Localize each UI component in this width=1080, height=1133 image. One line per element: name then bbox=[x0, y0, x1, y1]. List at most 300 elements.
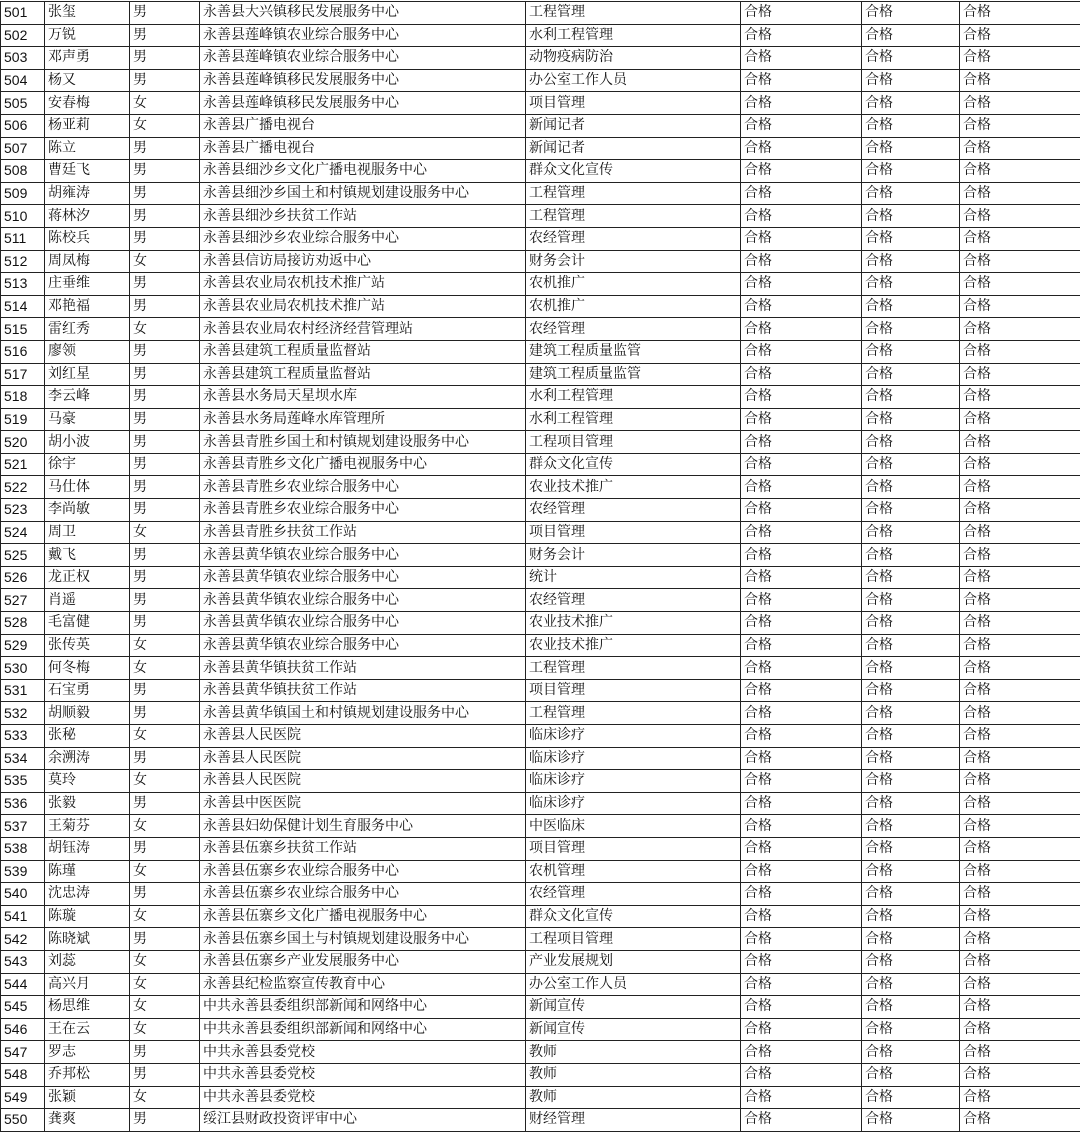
name-cell: 庄垂维 bbox=[45, 273, 130, 296]
result-cell-2: 合格 bbox=[862, 544, 960, 567]
position-cell: 工程管理 bbox=[526, 2, 741, 25]
result-cell-2: 合格 bbox=[862, 657, 960, 680]
position-cell: 新闻宣传 bbox=[526, 1018, 741, 1041]
position-cell: 临床诊疗 bbox=[526, 725, 741, 748]
result-cell-3: 合格 bbox=[960, 973, 1080, 996]
position-cell: 工程管理 bbox=[526, 182, 741, 205]
unit-cell: 永善县莲峰镇移民发展服务中心 bbox=[200, 69, 526, 92]
serial-number-cell: 544 bbox=[1, 973, 45, 996]
name-cell: 龚爽 bbox=[45, 1109, 130, 1132]
gender-cell: 男 bbox=[130, 182, 200, 205]
position-cell: 项目管理 bbox=[526, 837, 741, 860]
results-table bbox=[0, 1, 1080, 1132]
unit-cell: 永善县莲峰镇农业综合服务中心 bbox=[200, 47, 526, 70]
result-cell-3: 合格 bbox=[960, 250, 1080, 273]
result-cell-3: 合格 bbox=[960, 1063, 1080, 1086]
name-cell: 李尚敏 bbox=[45, 499, 130, 522]
table-row bbox=[1, 747, 1080, 770]
serial-number-cell: 513 bbox=[1, 273, 45, 296]
result-cell-2: 合格 bbox=[862, 363, 960, 386]
gender-cell: 女 bbox=[130, 92, 200, 115]
table-row bbox=[1, 69, 1080, 92]
gender-cell: 女 bbox=[130, 634, 200, 657]
result-cell-3: 合格 bbox=[960, 928, 1080, 951]
result-cell-3: 合格 bbox=[960, 160, 1080, 183]
name-cell: 胡钰涛 bbox=[45, 837, 130, 860]
unit-cell: 永善县广播电视台 bbox=[200, 137, 526, 160]
name-cell: 何冬梅 bbox=[45, 657, 130, 680]
result-cell-1: 合格 bbox=[741, 431, 862, 454]
position-cell: 农业技术推广 bbox=[526, 634, 741, 657]
name-cell: 余溯涛 bbox=[45, 747, 130, 770]
unit-cell: 永善县细沙乡农业综合服务中心 bbox=[200, 227, 526, 250]
result-cell-3: 合格 bbox=[960, 408, 1080, 431]
result-cell-2: 合格 bbox=[862, 340, 960, 363]
serial-number-cell: 508 bbox=[1, 160, 45, 183]
gender-cell: 女 bbox=[130, 318, 200, 341]
gender-cell: 男 bbox=[130, 928, 200, 951]
result-cell-1: 合格 bbox=[741, 1041, 862, 1064]
position-cell: 水利工程管理 bbox=[526, 24, 741, 47]
result-cell-2: 合格 bbox=[862, 702, 960, 725]
result-cell-1: 合格 bbox=[741, 837, 862, 860]
name-cell: 陈璇 bbox=[45, 905, 130, 928]
result-cell-2: 合格 bbox=[862, 1041, 960, 1064]
result-cell-2: 合格 bbox=[862, 2, 960, 25]
gender-cell: 男 bbox=[130, 47, 200, 70]
serial-number-cell: 550 bbox=[1, 1109, 45, 1132]
serial-number-cell: 517 bbox=[1, 363, 45, 386]
unit-cell: 中共永善县委党校 bbox=[200, 1086, 526, 1109]
gender-cell: 女 bbox=[130, 1018, 200, 1041]
unit-cell: 永善县莲峰镇移民发展服务中心 bbox=[200, 92, 526, 115]
position-cell: 工程项目管理 bbox=[526, 928, 741, 951]
gender-cell: 男 bbox=[130, 499, 200, 522]
gender-cell: 男 bbox=[130, 24, 200, 47]
table-row bbox=[1, 205, 1080, 228]
result-cell-2: 合格 bbox=[862, 24, 960, 47]
table-row bbox=[1, 318, 1080, 341]
result-cell-3: 合格 bbox=[960, 792, 1080, 815]
name-cell: 刘蕊 bbox=[45, 950, 130, 973]
result-cell-1: 合格 bbox=[741, 340, 862, 363]
serial-number-cell: 528 bbox=[1, 612, 45, 635]
unit-cell: 永善县人民医院 bbox=[200, 747, 526, 770]
serial-number-cell: 534 bbox=[1, 747, 45, 770]
position-cell: 教师 bbox=[526, 1063, 741, 1086]
unit-cell: 永善县大兴镇移民发展服务中心 bbox=[200, 2, 526, 25]
position-cell: 办公室工作人员 bbox=[526, 69, 741, 92]
gender-cell: 男 bbox=[130, 747, 200, 770]
result-cell-3: 合格 bbox=[960, 770, 1080, 793]
gender-cell: 男 bbox=[130, 227, 200, 250]
gender-cell: 男 bbox=[130, 1063, 200, 1086]
result-cell-3: 合格 bbox=[960, 363, 1080, 386]
gender-cell: 女 bbox=[130, 521, 200, 544]
gender-cell: 女 bbox=[130, 250, 200, 273]
result-cell-1: 合格 bbox=[741, 725, 862, 748]
result-cell-3: 合格 bbox=[960, 747, 1080, 770]
serial-number-cell: 525 bbox=[1, 544, 45, 567]
result-cell-1: 合格 bbox=[741, 657, 862, 680]
result-cell-3: 合格 bbox=[960, 295, 1080, 318]
unit-cell: 永善县黄华镇农业综合服务中心 bbox=[200, 566, 526, 589]
name-cell: 乔邦松 bbox=[45, 1063, 130, 1086]
table-row bbox=[1, 114, 1080, 137]
result-cell-2: 合格 bbox=[862, 453, 960, 476]
position-cell: 新闻记者 bbox=[526, 114, 741, 137]
result-cell-2: 合格 bbox=[862, 137, 960, 160]
result-cell-2: 合格 bbox=[862, 905, 960, 928]
serial-number-cell: 540 bbox=[1, 883, 45, 906]
result-cell-2: 合格 bbox=[862, 725, 960, 748]
serial-number-cell: 531 bbox=[1, 679, 45, 702]
unit-cell: 永善县伍寨乡产业发展服务中心 bbox=[200, 950, 526, 973]
result-cell-3: 合格 bbox=[960, 905, 1080, 928]
name-cell: 戴飞 bbox=[45, 544, 130, 567]
name-cell: 邓声勇 bbox=[45, 47, 130, 70]
result-cell-1: 合格 bbox=[741, 47, 862, 70]
result-cell-3: 合格 bbox=[960, 996, 1080, 1019]
table-row bbox=[1, 770, 1080, 793]
result-cell-2: 合格 bbox=[862, 318, 960, 341]
serial-number-cell: 505 bbox=[1, 92, 45, 115]
gender-cell: 女 bbox=[130, 1086, 200, 1109]
table-row bbox=[1, 453, 1080, 476]
gender-cell: 女 bbox=[130, 815, 200, 838]
result-cell-3: 合格 bbox=[960, 860, 1080, 883]
name-cell: 罗志 bbox=[45, 1041, 130, 1064]
serial-number-cell: 504 bbox=[1, 69, 45, 92]
gender-cell: 男 bbox=[130, 2, 200, 25]
gender-cell: 女 bbox=[130, 996, 200, 1019]
result-cell-2: 合格 bbox=[862, 1109, 960, 1132]
result-cell-3: 合格 bbox=[960, 453, 1080, 476]
gender-cell: 男 bbox=[130, 544, 200, 567]
unit-cell: 永善县细沙乡扶贫工作站 bbox=[200, 205, 526, 228]
result-cell-3: 合格 bbox=[960, 476, 1080, 499]
result-cell-3: 合格 bbox=[960, 566, 1080, 589]
result-cell-3: 合格 bbox=[960, 657, 1080, 680]
table-row bbox=[1, 47, 1080, 70]
result-cell-2: 合格 bbox=[862, 1063, 960, 1086]
position-cell: 农经管理 bbox=[526, 883, 741, 906]
position-cell: 统计 bbox=[526, 566, 741, 589]
serial-number-cell: 541 bbox=[1, 905, 45, 928]
gender-cell: 男 bbox=[130, 295, 200, 318]
result-cell-3: 合格 bbox=[960, 883, 1080, 906]
result-cell-3: 合格 bbox=[960, 318, 1080, 341]
name-cell: 张玺 bbox=[45, 2, 130, 25]
table-row bbox=[1, 24, 1080, 47]
unit-cell: 永善县人民医院 bbox=[200, 725, 526, 748]
result-cell-2: 合格 bbox=[862, 747, 960, 770]
table-row bbox=[1, 634, 1080, 657]
position-cell: 动物疫病防治 bbox=[526, 47, 741, 70]
result-cell-2: 合格 bbox=[862, 431, 960, 454]
result-cell-3: 合格 bbox=[960, 499, 1080, 522]
serial-number-cell: 518 bbox=[1, 386, 45, 409]
unit-cell: 永善县黄华镇农业综合服务中心 bbox=[200, 612, 526, 635]
result-cell-2: 合格 bbox=[862, 521, 960, 544]
result-cell-1: 合格 bbox=[741, 227, 862, 250]
unit-cell: 永善县青胜乡农业综合服务中心 bbox=[200, 499, 526, 522]
result-cell-2: 合格 bbox=[862, 295, 960, 318]
unit-cell: 中共永善县委党校 bbox=[200, 1063, 526, 1086]
table-row bbox=[1, 996, 1080, 1019]
result-cell-3: 合格 bbox=[960, 47, 1080, 70]
gender-cell: 女 bbox=[130, 725, 200, 748]
result-cell-1: 合格 bbox=[741, 160, 862, 183]
name-cell: 沈忠涛 bbox=[45, 883, 130, 906]
result-cell-1: 合格 bbox=[741, 24, 862, 47]
unit-cell: 绥江县财政投资评审中心 bbox=[200, 1109, 526, 1132]
position-cell: 工程项目管理 bbox=[526, 431, 741, 454]
result-cell-3: 合格 bbox=[960, 386, 1080, 409]
result-cell-1: 合格 bbox=[741, 905, 862, 928]
gender-cell: 男 bbox=[130, 792, 200, 815]
table-row bbox=[1, 950, 1080, 973]
name-cell: 龙正权 bbox=[45, 566, 130, 589]
serial-number-cell: 548 bbox=[1, 1063, 45, 1086]
position-cell: 农业技术推广 bbox=[526, 476, 741, 499]
result-cell-1: 合格 bbox=[741, 273, 862, 296]
result-cell-2: 合格 bbox=[862, 114, 960, 137]
position-cell: 农业技术推广 bbox=[526, 612, 741, 635]
result-cell-2: 合格 bbox=[862, 679, 960, 702]
table-row bbox=[1, 476, 1080, 499]
result-cell-2: 合格 bbox=[862, 273, 960, 296]
unit-cell: 永善县中医医院 bbox=[200, 792, 526, 815]
result-cell-2: 合格 bbox=[862, 589, 960, 612]
result-cell-2: 合格 bbox=[862, 1018, 960, 1041]
table-row bbox=[1, 1018, 1080, 1041]
unit-cell: 永善县莲峰镇农业综合服务中心 bbox=[200, 24, 526, 47]
result-cell-1: 合格 bbox=[741, 386, 862, 409]
result-cell-1: 合格 bbox=[741, 476, 862, 499]
name-cell: 王在云 bbox=[45, 1018, 130, 1041]
position-cell: 新闻宣传 bbox=[526, 996, 741, 1019]
result-cell-3: 合格 bbox=[960, 702, 1080, 725]
result-cell-1: 合格 bbox=[741, 521, 862, 544]
result-cell-3: 合格 bbox=[960, 227, 1080, 250]
unit-cell: 永善县水务局莲峰水库管理所 bbox=[200, 408, 526, 431]
unit-cell: 永善县农业局农村经济经营管理站 bbox=[200, 318, 526, 341]
result-cell-1: 合格 bbox=[741, 702, 862, 725]
result-cell-1: 合格 bbox=[741, 295, 862, 318]
unit-cell: 永善县细沙乡文化广播电视服务中心 bbox=[200, 160, 526, 183]
name-cell: 高兴月 bbox=[45, 973, 130, 996]
table-row bbox=[1, 2, 1080, 25]
table-row bbox=[1, 160, 1080, 183]
unit-cell: 永善县细沙乡国土和村镇规划建设服务中心 bbox=[200, 182, 526, 205]
gender-cell: 男 bbox=[130, 679, 200, 702]
table-row bbox=[1, 883, 1080, 906]
result-cell-2: 合格 bbox=[862, 950, 960, 973]
unit-cell: 永善县伍寨乡扶贫工作站 bbox=[200, 837, 526, 860]
name-cell: 周凤梅 bbox=[45, 250, 130, 273]
table-row bbox=[1, 702, 1080, 725]
result-cell-2: 合格 bbox=[862, 612, 960, 635]
name-cell: 石宝勇 bbox=[45, 679, 130, 702]
result-cell-1: 合格 bbox=[741, 1109, 862, 1132]
serial-number-cell: 538 bbox=[1, 837, 45, 860]
gender-cell: 男 bbox=[130, 453, 200, 476]
result-cell-1: 合格 bbox=[741, 973, 862, 996]
result-cell-2: 合格 bbox=[862, 227, 960, 250]
position-cell: 农经管理 bbox=[526, 227, 741, 250]
name-cell: 陈校兵 bbox=[45, 227, 130, 250]
result-cell-3: 合格 bbox=[960, 1018, 1080, 1041]
unit-cell: 永善县伍寨乡国土与村镇规划建设服务中心 bbox=[200, 928, 526, 951]
name-cell: 曹廷飞 bbox=[45, 160, 130, 183]
unit-cell: 永善县水务局天星坝水库 bbox=[200, 386, 526, 409]
table-row bbox=[1, 612, 1080, 635]
table-row bbox=[1, 182, 1080, 205]
result-cell-1: 合格 bbox=[741, 612, 862, 635]
name-cell: 雷红秀 bbox=[45, 318, 130, 341]
name-cell: 杨又 bbox=[45, 69, 130, 92]
name-cell: 莫玲 bbox=[45, 770, 130, 793]
result-cell-2: 合格 bbox=[862, 47, 960, 70]
serial-number-cell: 527 bbox=[1, 589, 45, 612]
unit-cell: 永善县信访局接访劝返中心 bbox=[200, 250, 526, 273]
position-cell: 农机管理 bbox=[526, 860, 741, 883]
position-cell: 临床诊疗 bbox=[526, 747, 741, 770]
unit-cell: 永善县妇幼保健计划生育服务中心 bbox=[200, 815, 526, 838]
serial-number-cell: 547 bbox=[1, 1041, 45, 1064]
unit-cell: 永善县建筑工程质量监督站 bbox=[200, 340, 526, 363]
serial-number-cell: 536 bbox=[1, 792, 45, 815]
result-cell-1: 合格 bbox=[741, 634, 862, 657]
table-row bbox=[1, 227, 1080, 250]
result-cell-3: 合格 bbox=[960, 544, 1080, 567]
gender-cell: 男 bbox=[130, 566, 200, 589]
table-row bbox=[1, 1086, 1080, 1109]
result-cell-3: 合格 bbox=[960, 114, 1080, 137]
position-cell: 财务会计 bbox=[526, 544, 741, 567]
name-cell: 胡雍涛 bbox=[45, 182, 130, 205]
table-row bbox=[1, 544, 1080, 567]
result-cell-2: 合格 bbox=[862, 182, 960, 205]
name-cell: 张毅 bbox=[45, 792, 130, 815]
name-cell: 张传英 bbox=[45, 634, 130, 657]
position-cell: 项目管理 bbox=[526, 679, 741, 702]
result-cell-3: 合格 bbox=[960, 182, 1080, 205]
result-cell-2: 合格 bbox=[862, 408, 960, 431]
serial-number-cell: 506 bbox=[1, 114, 45, 137]
position-cell: 教师 bbox=[526, 1041, 741, 1064]
gender-cell: 男 bbox=[130, 702, 200, 725]
serial-number-cell: 546 bbox=[1, 1018, 45, 1041]
result-cell-3: 合格 bbox=[960, 137, 1080, 160]
gender-cell: 女 bbox=[130, 950, 200, 973]
result-cell-3: 合格 bbox=[960, 815, 1080, 838]
result-cell-2: 合格 bbox=[862, 566, 960, 589]
gender-cell: 男 bbox=[130, 612, 200, 635]
result-cell-1: 合格 bbox=[741, 182, 862, 205]
result-cell-1: 合格 bbox=[741, 92, 862, 115]
result-cell-2: 合格 bbox=[862, 770, 960, 793]
unit-cell: 永善县青胜乡扶贫工作站 bbox=[200, 521, 526, 544]
table-row bbox=[1, 589, 1080, 612]
result-cell-3: 合格 bbox=[960, 273, 1080, 296]
unit-cell: 永善县伍寨乡农业综合服务中心 bbox=[200, 860, 526, 883]
gender-cell: 男 bbox=[130, 1041, 200, 1064]
table-body bbox=[1, 2, 1080, 1132]
serial-number-cell: 543 bbox=[1, 950, 45, 973]
position-cell: 财经管理 bbox=[526, 1109, 741, 1132]
result-cell-3: 合格 bbox=[960, 589, 1080, 612]
result-cell-2: 合格 bbox=[862, 928, 960, 951]
gender-cell: 男 bbox=[130, 837, 200, 860]
unit-cell: 中共永善县委组织部新闻和网络中心 bbox=[200, 996, 526, 1019]
result-cell-3: 合格 bbox=[960, 837, 1080, 860]
table-row bbox=[1, 386, 1080, 409]
result-cell-3: 合格 bbox=[960, 1086, 1080, 1109]
name-cell: 肖遥 bbox=[45, 589, 130, 612]
table-row bbox=[1, 295, 1080, 318]
unit-cell: 永善县农业局农机技术推广站 bbox=[200, 295, 526, 318]
result-cell-1: 合格 bbox=[741, 928, 862, 951]
position-cell: 办公室工作人员 bbox=[526, 973, 741, 996]
position-cell: 群众文化宣传 bbox=[526, 905, 741, 928]
serial-number-cell: 532 bbox=[1, 702, 45, 725]
table-row bbox=[1, 137, 1080, 160]
result-cell-2: 合格 bbox=[862, 634, 960, 657]
result-cell-1: 合格 bbox=[741, 883, 862, 906]
result-cell-3: 合格 bbox=[960, 521, 1080, 544]
position-cell: 教师 bbox=[526, 1086, 741, 1109]
result-cell-1: 合格 bbox=[741, 950, 862, 973]
table-row bbox=[1, 905, 1080, 928]
unit-cell: 永善县农业局农机技术推广站 bbox=[200, 273, 526, 296]
serial-number-cell: 524 bbox=[1, 521, 45, 544]
table-row bbox=[1, 273, 1080, 296]
gender-cell: 女 bbox=[130, 770, 200, 793]
result-cell-1: 合格 bbox=[741, 996, 862, 1019]
gender-cell: 男 bbox=[130, 160, 200, 183]
result-cell-1: 合格 bbox=[741, 318, 862, 341]
table-row bbox=[1, 1041, 1080, 1064]
unit-cell: 永善县青胜乡文化广播电视服务中心 bbox=[200, 453, 526, 476]
serial-number-cell: 520 bbox=[1, 431, 45, 454]
result-cell-1: 合格 bbox=[741, 363, 862, 386]
result-cell-2: 合格 bbox=[862, 973, 960, 996]
serial-number-cell: 535 bbox=[1, 770, 45, 793]
name-cell: 杨亚莉 bbox=[45, 114, 130, 137]
position-cell: 群众文化宣传 bbox=[526, 453, 741, 476]
table-row bbox=[1, 657, 1080, 680]
position-cell: 水利工程管理 bbox=[526, 408, 741, 431]
unit-cell: 永善县纪检监察宣传教育中心 bbox=[200, 973, 526, 996]
position-cell: 建筑工程质量监管 bbox=[526, 363, 741, 386]
position-cell: 工程管理 bbox=[526, 205, 741, 228]
gender-cell: 男 bbox=[130, 386, 200, 409]
result-cell-2: 合格 bbox=[862, 792, 960, 815]
result-cell-2: 合格 bbox=[862, 1086, 960, 1109]
name-cell: 李云峰 bbox=[45, 386, 130, 409]
result-cell-2: 合格 bbox=[862, 69, 960, 92]
serial-number-cell: 529 bbox=[1, 634, 45, 657]
table-row bbox=[1, 521, 1080, 544]
result-cell-1: 合格 bbox=[741, 815, 862, 838]
serial-number-cell: 542 bbox=[1, 928, 45, 951]
result-cell-3: 合格 bbox=[960, 69, 1080, 92]
result-cell-3: 合格 bbox=[960, 1109, 1080, 1132]
gender-cell: 女 bbox=[130, 114, 200, 137]
serial-number-cell: 509 bbox=[1, 182, 45, 205]
